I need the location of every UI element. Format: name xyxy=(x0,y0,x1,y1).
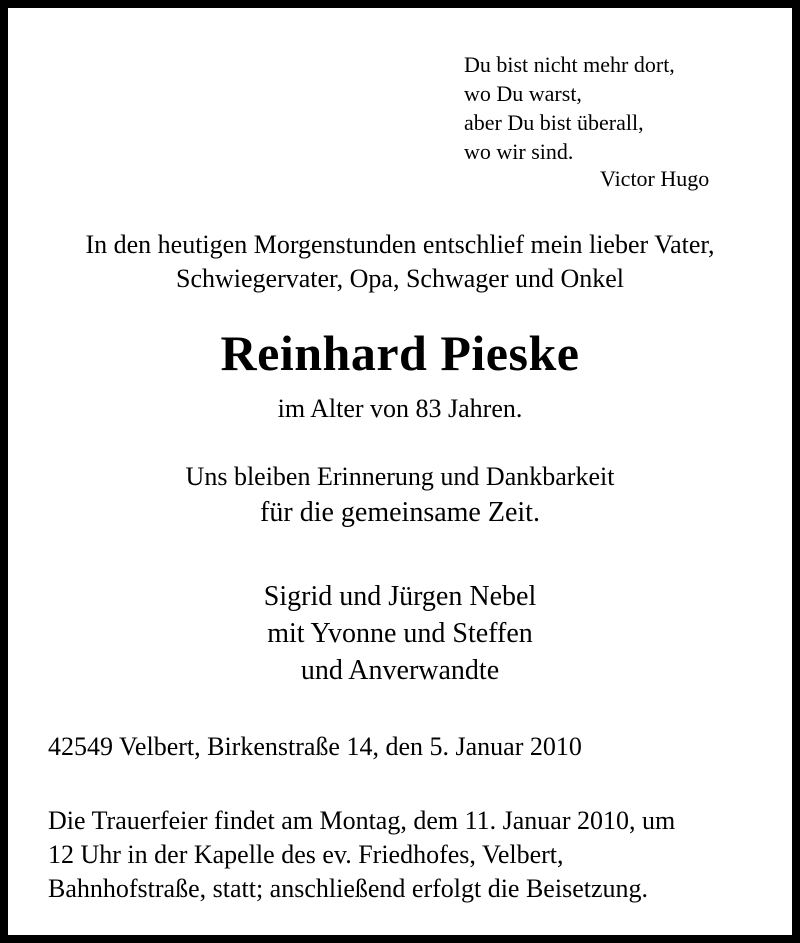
service-line: Die Trauerfeier findet am Montag, dem 11. Januar 2010, um xyxy=(48,806,676,835)
family-line: Sigrid und Jürgen Nebel xyxy=(263,581,537,612)
family-signature xyxy=(8,578,792,689)
service-info xyxy=(48,804,788,906)
family-line: mit Yvonne und Steffen xyxy=(267,618,533,649)
address-line: 42549 Velbert, Birkenstraße 14, den 5. Januar 2010 xyxy=(48,732,582,761)
memory-line: Uns bleiben Erinnerung und Dankbarkeit xyxy=(185,462,615,491)
quote-line: aber Du bist überall, xyxy=(464,110,644,135)
intro-line: In den heutigen Morgenstunden entschlief mein lieber Vater, xyxy=(85,230,715,259)
quote-author: Victor Hugo xyxy=(600,166,710,191)
memory-line: für die gemeinsame Zeit. xyxy=(260,497,540,528)
quote-line: wo wir sind. xyxy=(464,139,574,164)
memory-text xyxy=(8,460,792,532)
service-line: 12 Uhr in der Kapelle des ev. Friedhofes, Velbert, xyxy=(48,840,564,869)
intro-line: Schwiegervater, Opa, Schwager und Onkel xyxy=(175,264,625,293)
intro-text xyxy=(8,228,792,296)
deceased-name: Reinhard Pieske xyxy=(220,325,580,381)
quote-line: Du bist nicht mehr dort, xyxy=(464,52,675,77)
quote-block xyxy=(464,50,764,166)
service-line: Bahnhofstraße, statt; anschließend erfolgt die Beisetzung. xyxy=(48,874,648,903)
family-line: und Anverwandte xyxy=(300,655,500,686)
quote-line: wo Du warst, xyxy=(464,81,582,106)
age-line: im Alter von 83 Jahren. xyxy=(277,394,523,423)
